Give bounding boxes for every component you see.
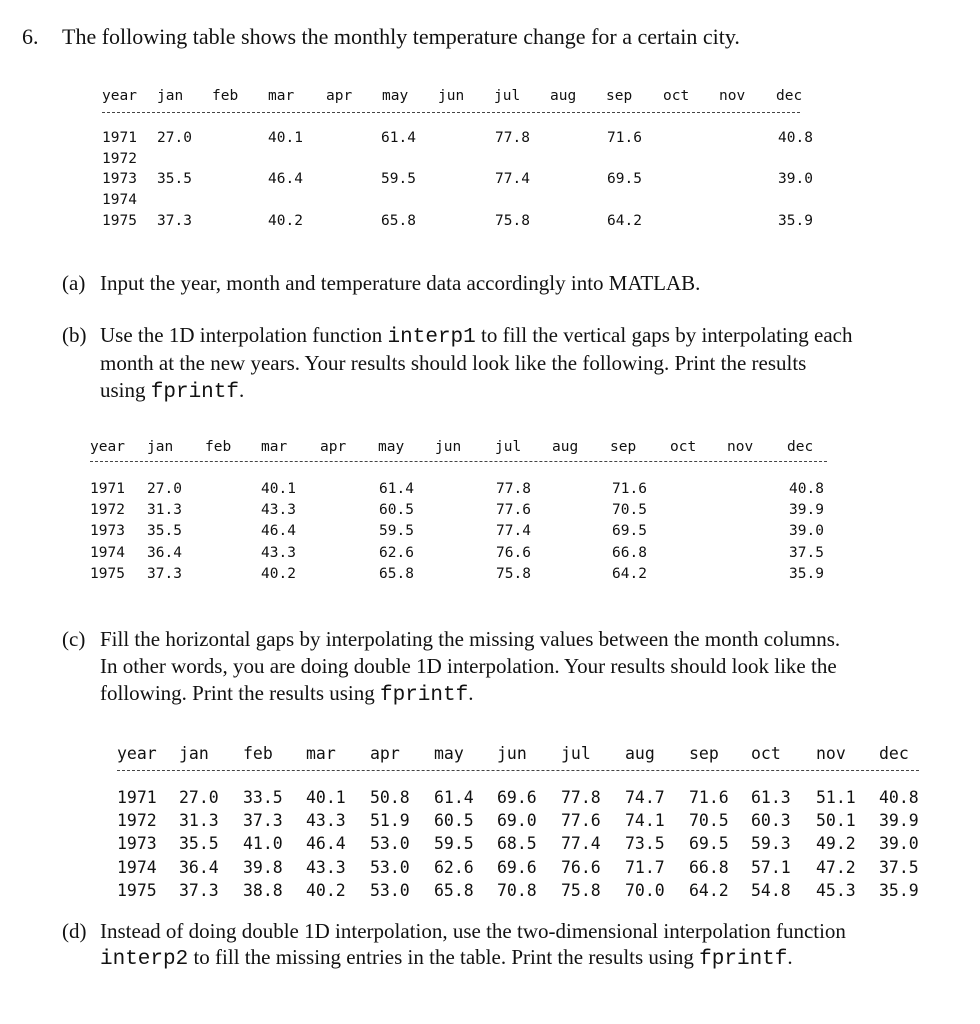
header-dec: dec [787, 439, 814, 455]
temp-cell-jul: 76.6 [561, 857, 601, 877]
header-sep: sep [610, 439, 637, 455]
header-jul: jul [561, 744, 591, 763]
temp-cell-jul: 77.4 [561, 834, 601, 854]
temp-cell-jul: 75.8 [496, 565, 531, 582]
temp-cell-may: 59.5 [379, 523, 414, 540]
temp-cell-dec: 35.9 [778, 212, 813, 229]
year-cell: 1972 [90, 502, 125, 519]
temp-cell-jan: 36.4 [147, 544, 182, 561]
header-feb: feb [205, 439, 232, 455]
temp-cell-nov: 50.1 [816, 811, 856, 831]
temp-cell-jul: 77.8 [496, 481, 531, 497]
part-a-label: (a) [62, 271, 86, 295]
header-jun: jun [497, 744, 527, 763]
temp-cell-jun: 70.8 [497, 880, 537, 900]
part-d-code-interp2: interp2 [100, 948, 189, 971]
header-year: year [117, 744, 157, 763]
temp-cell-sep: 71.6 [612, 481, 647, 497]
temp-cell-jun: 68.5 [497, 834, 537, 854]
part-d-line-2 [100, 944, 793, 973]
temp-cell-mar: 46.4 [268, 171, 303, 188]
temp-cell-sep: 70.5 [612, 502, 647, 519]
temp-cell-oct: 61.3 [751, 788, 791, 807]
temp-cell-jan: 35.5 [147, 523, 182, 540]
temp-cell-jan: 31.3 [179, 811, 219, 831]
year-cell: 1975 [90, 565, 125, 582]
header-year: year [90, 439, 125, 455]
temp-cell-sep: 69.5 [689, 834, 729, 854]
temp-cell-jul: 75.8 [561, 880, 601, 900]
temp-cell-oct: 54.8 [751, 880, 791, 900]
temp-cell-dec: 37.5 [789, 544, 824, 561]
temp-cell-feb: 33.5 [243, 788, 283, 807]
temp-cell-may: 62.6 [434, 857, 474, 877]
part-b-line-3 [100, 377, 244, 406]
table-divider [117, 770, 919, 771]
temp-cell-dec: 35.9 [879, 880, 919, 900]
header-jan: jan [147, 439, 174, 455]
year-cell: 1973 [117, 834, 157, 854]
header-aug: aug [625, 744, 655, 763]
temp-cell-aug: 74.7 [625, 788, 665, 807]
temp-cell-mar: 40.1 [261, 481, 296, 497]
temp-cell-jul: 77.8 [561, 788, 601, 807]
part-d-line-1: Instead of doing double 1D interpolation, use the two-dimensional interpolation function [100, 919, 846, 943]
table-divider [102, 112, 800, 113]
part-c-line-2: In other words, you are doing double 1D interpolation. Your results should look like the [100, 654, 837, 678]
temp-cell-may: 60.5 [434, 811, 474, 831]
temp-cell-may: 59.5 [381, 171, 416, 188]
header-oct: oct [663, 88, 690, 104]
temp-cell-may: 62.6 [379, 544, 414, 561]
temp-cell-jan: 27.0 [157, 130, 192, 146]
temp-cell-dec: 39.0 [879, 834, 919, 854]
header-oct: oct [670, 439, 697, 455]
temp-cell-may: 65.8 [381, 212, 416, 229]
temp-cell-jan: 27.0 [179, 788, 219, 807]
year-cell: 1974 [102, 192, 137, 209]
temp-cell-mar: 40.2 [261, 565, 296, 582]
question-number: 6. [22, 24, 39, 49]
header-feb: feb [243, 744, 273, 763]
temp-cell-aug: 73.5 [625, 834, 665, 854]
part-b-line-1 [100, 322, 852, 351]
temp-cell-dec: 39.9 [879, 811, 919, 831]
temp-cell-sep: 69.5 [607, 171, 642, 188]
header-apr: apr [320, 439, 347, 455]
temp-cell-jul: 77.4 [496, 523, 531, 540]
temp-cell-jul: 77.6 [561, 811, 601, 831]
temp-cell-nov: 49.2 [816, 834, 856, 854]
temp-cell-oct: 59.3 [751, 834, 791, 854]
temp-cell-jan: 35.5 [157, 171, 192, 188]
year-cell: 1972 [117, 811, 157, 831]
temp-cell-feb: 41.0 [243, 834, 283, 854]
temp-cell-dec: 35.9 [789, 565, 824, 582]
year-cell: 1973 [90, 523, 125, 540]
part-d-code-fprintf: fprintf [699, 948, 788, 971]
temp-cell-jan: 31.3 [147, 502, 182, 519]
temp-cell-oct: 57.1 [751, 857, 791, 877]
header-may: may [382, 88, 409, 104]
temp-cell-dec: 40.8 [879, 788, 919, 807]
temp-cell-may: 61.4 [381, 130, 416, 146]
temp-cell-apr: 50.8 [370, 788, 410, 807]
header-jan: jan [157, 88, 184, 104]
header-sep: sep [606, 88, 633, 104]
header-mar: mar [261, 439, 288, 455]
temp-cell-may: 59.5 [434, 834, 474, 854]
part-b-text-1: Use the 1D interpolation function [100, 323, 388, 347]
temp-cell-apr: 53.0 [370, 857, 410, 877]
temp-cell-jul: 76.6 [496, 544, 531, 561]
temp-cell-dec: 39.9 [789, 502, 824, 519]
temp-cell-apr: 53.0 [370, 834, 410, 854]
temp-cell-mar: 40.1 [306, 788, 346, 807]
temp-cell-jul: 77.4 [495, 171, 530, 188]
temp-cell-jul: 77.6 [496, 502, 531, 519]
temp-cell-feb: 37.3 [243, 811, 283, 831]
header-mar: mar [268, 88, 295, 104]
temp-cell-may: 61.4 [434, 788, 474, 807]
year-cell: 1975 [117, 880, 157, 900]
temp-cell-jan: 37.3 [147, 565, 182, 582]
table-divider [90, 461, 827, 462]
temp-cell-mar: 40.1 [268, 130, 303, 146]
year-cell: 1971 [102, 130, 137, 146]
header-sep: sep [689, 744, 719, 763]
temp-cell-oct: 60.3 [751, 811, 791, 831]
temp-cell-jun: 69.0 [497, 811, 537, 831]
part-b-text-2: to fill the vertical gaps by interpolating each [475, 323, 853, 347]
temp-cell-mar: 46.4 [261, 523, 296, 540]
header-feb: feb [212, 88, 239, 104]
temp-cell-sep: 71.6 [607, 130, 642, 146]
temp-cell-aug: 74.1 [625, 811, 665, 831]
temp-cell-nov: 45.3 [816, 880, 856, 900]
temp-cell-apr: 53.0 [370, 880, 410, 900]
part-d-label: (d) [62, 919, 87, 943]
year-cell: 1971 [117, 788, 157, 807]
year-cell: 1972 [102, 150, 137, 167]
part-b-text-3: using [100, 378, 151, 402]
temp-cell-dec: 39.0 [778, 171, 813, 188]
part-c-line-1: Fill the horizontal gaps by interpolating the missing values between the month columns. [100, 627, 841, 651]
year-cell: 1974 [90, 544, 125, 561]
temp-cell-dec: 39.0 [789, 523, 824, 540]
temp-cell-aug: 71.7 [625, 857, 665, 877]
year-cell: 1974 [117, 857, 157, 877]
header-may: may [434, 744, 464, 763]
temp-cell-jul: 77.8 [495, 130, 530, 146]
header-jun: jun [438, 88, 465, 104]
temp-cell-sep: 64.2 [607, 212, 642, 229]
temp-cell-may: 65.8 [434, 880, 474, 900]
header-dec: dec [776, 88, 803, 104]
temp-cell-jan: 37.3 [157, 212, 192, 229]
temp-cell-apr: 51.9 [370, 811, 410, 831]
temp-cell-feb: 39.8 [243, 857, 283, 877]
temp-cell-may: 60.5 [379, 502, 414, 519]
temp-cell-mar: 43.3 [306, 857, 346, 877]
temp-cell-jan: 37.3 [179, 880, 219, 900]
temp-cell-dec: 40.8 [789, 481, 824, 497]
header-may: may [378, 439, 405, 455]
part-c-text-1: following. Print the results using [100, 681, 380, 705]
year-cell: 1971 [90, 481, 125, 497]
year-cell: 1975 [102, 212, 137, 229]
part-b-label: (b) [62, 323, 87, 347]
temp-cell-mar: 46.4 [306, 834, 346, 854]
temp-cell-jun: 69.6 [497, 857, 537, 877]
header-jul: jul [495, 439, 522, 455]
temp-cell-dec: 40.8 [778, 130, 813, 146]
header-oct: oct [751, 744, 781, 763]
header-year: year [102, 88, 137, 104]
temp-cell-nov: 51.1 [816, 788, 856, 807]
temp-cell-mar: 43.3 [261, 544, 296, 561]
part-c-line-3 [100, 680, 473, 709]
question-text: The following table shows the monthly temperature change for a certain city. [62, 24, 740, 49]
header-nov: nov [727, 439, 754, 455]
header-jan: jan [179, 744, 209, 763]
temp-cell-sep: 69.5 [612, 523, 647, 540]
temp-cell-mar: 43.3 [261, 502, 296, 519]
header-aug: aug [550, 88, 577, 104]
temp-cell-mar: 40.2 [268, 212, 303, 229]
header-apr: apr [370, 744, 400, 763]
temp-cell-may: 65.8 [379, 565, 414, 582]
header-apr: apr [326, 88, 353, 104]
temp-cell-mar: 40.2 [306, 880, 346, 900]
temp-cell-jan: 27.0 [147, 481, 182, 497]
part-c-label: (c) [62, 627, 86, 651]
temp-cell-aug: 70.0 [625, 880, 665, 900]
temp-cell-sep: 66.8 [689, 857, 729, 877]
temp-cell-sep: 70.5 [689, 811, 729, 831]
header-aug: aug [552, 439, 579, 455]
temp-cell-jun: 69.6 [497, 788, 537, 807]
header-jul: jul [494, 88, 521, 104]
temp-cell-feb: 38.8 [243, 880, 283, 900]
part-a-text: Input the year, month and temperature data accordingly into MATLAB. [100, 271, 701, 295]
temp-cell-sep: 71.6 [689, 788, 729, 807]
temp-cell-jul: 75.8 [495, 212, 530, 229]
part-d-text-1: to fill the missing entries in the table. Print the results using [188, 945, 700, 969]
temp-cell-jan: 35.5 [179, 834, 219, 854]
header-nov: nov [816, 744, 846, 763]
part-b-code-fprintf: fprintf [150, 381, 239, 404]
temp-cell-mar: 43.3 [306, 811, 346, 831]
temp-cell-dec: 37.5 [879, 857, 919, 877]
part-b-text-4: . [238, 378, 245, 402]
temp-cell-sep: 64.2 [689, 880, 729, 900]
header-nov: nov [719, 88, 746, 104]
header-dec: dec [879, 744, 909, 763]
part-b-code-interp1: interp1 [387, 326, 476, 349]
temp-cell-sep: 64.2 [612, 565, 647, 582]
year-cell: 1973 [102, 171, 137, 188]
part-b-line-2: month at the new years. Your results should look like the following. Print the results [100, 351, 807, 375]
part-c-code-fprintf: fprintf [380, 684, 469, 707]
temp-cell-nov: 47.2 [816, 857, 856, 877]
part-c-text-2: . [468, 681, 474, 705]
temp-cell-jan: 36.4 [179, 857, 219, 877]
temp-cell-may: 61.4 [379, 481, 414, 497]
header-jun: jun [435, 439, 462, 455]
temp-cell-sep: 66.8 [612, 544, 647, 561]
header-mar: mar [306, 744, 336, 763]
part-d-text-2: . [787, 945, 793, 969]
